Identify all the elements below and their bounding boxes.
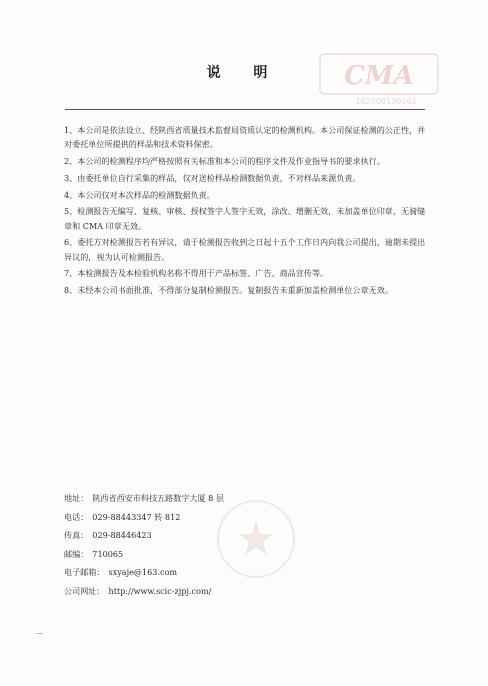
contact-label: 地址： — [64, 493, 89, 503]
contact-label: 公司网址： — [64, 585, 105, 596]
contact-label: 邮编： — [64, 548, 89, 559]
page-mark — [36, 633, 43, 634]
contact-value: 710065 — [92, 548, 124, 559]
contact-postcode — [64, 545, 404, 564]
contact-email — [64, 563, 404, 582]
svg-text:CMA: CMA — [344, 61, 414, 91]
note-item: 4、本公司仅对本次样品的检测数据负责。 — [64, 189, 215, 200]
svg-text:162700130261: 162700130261 — [355, 97, 417, 106]
note-item: 1、本公司是依法设立、经陕西省质量技术监督局资质认定的检测机构。本公司保证检测的公正性，并对委托单位所提供的样品和技术资料保密。 — [64, 125, 426, 150]
note-item: 7、本检测报告及本检验机构名称不得用于产品标签、广告、商品宣传等。 — [64, 268, 329, 279]
contact-address — [64, 489, 404, 508]
contact-phone — [64, 508, 404, 527]
note-item: 6、委托方对检测报告若有异议，请于检测报告收到之日起十五个工作日内向我公司提出，逾期未提出异议的，视为认可检测报告。 — [64, 237, 426, 262]
contact-value: sxyaje@163.com — [108, 567, 178, 578]
contact-label: 电话： — [64, 511, 89, 522]
note-item: 5、检测报告无编写、复核、审核、授权签字人签字无效，涂改、增删无效，未加盖单位印章、无骑缝章和 CMA 印章无效。 — [64, 206, 426, 231]
notes-list — [64, 123, 430, 300]
contact-value: http://www.scic-zjpj.com/ — [108, 585, 212, 596]
page-title: 说 明 — [206, 65, 282, 81]
contact-value: 029-88443347 转 812 — [92, 511, 181, 522]
note-item: 2、本公司的检测程序均严格按照有关标准和本公司的程序文件及作业指导书的要求执行。 — [64, 156, 385, 167]
note-item: 8、未经本公司书面批准，不得部分复制检测报告。复制报告未重新加盖检测单位公章无效。 — [64, 285, 393, 296]
contact-label: 电子邮箱： — [64, 567, 105, 578]
contact-website — [64, 582, 404, 601]
contact-block — [64, 489, 404, 601]
contact-label: 传真： — [64, 530, 89, 541]
contact-value: 029-88446423 — [92, 530, 152, 541]
title-divider — [65, 109, 425, 110]
contact-fax — [64, 526, 404, 545]
note-item: 3、由委托单位自行采集的样品，仅对送检样品检测数据负责，不对样品来源负责。 — [64, 172, 361, 183]
contact-value: 陕西省西安市科技五路数字大厦 8 层 — [92, 493, 224, 503]
